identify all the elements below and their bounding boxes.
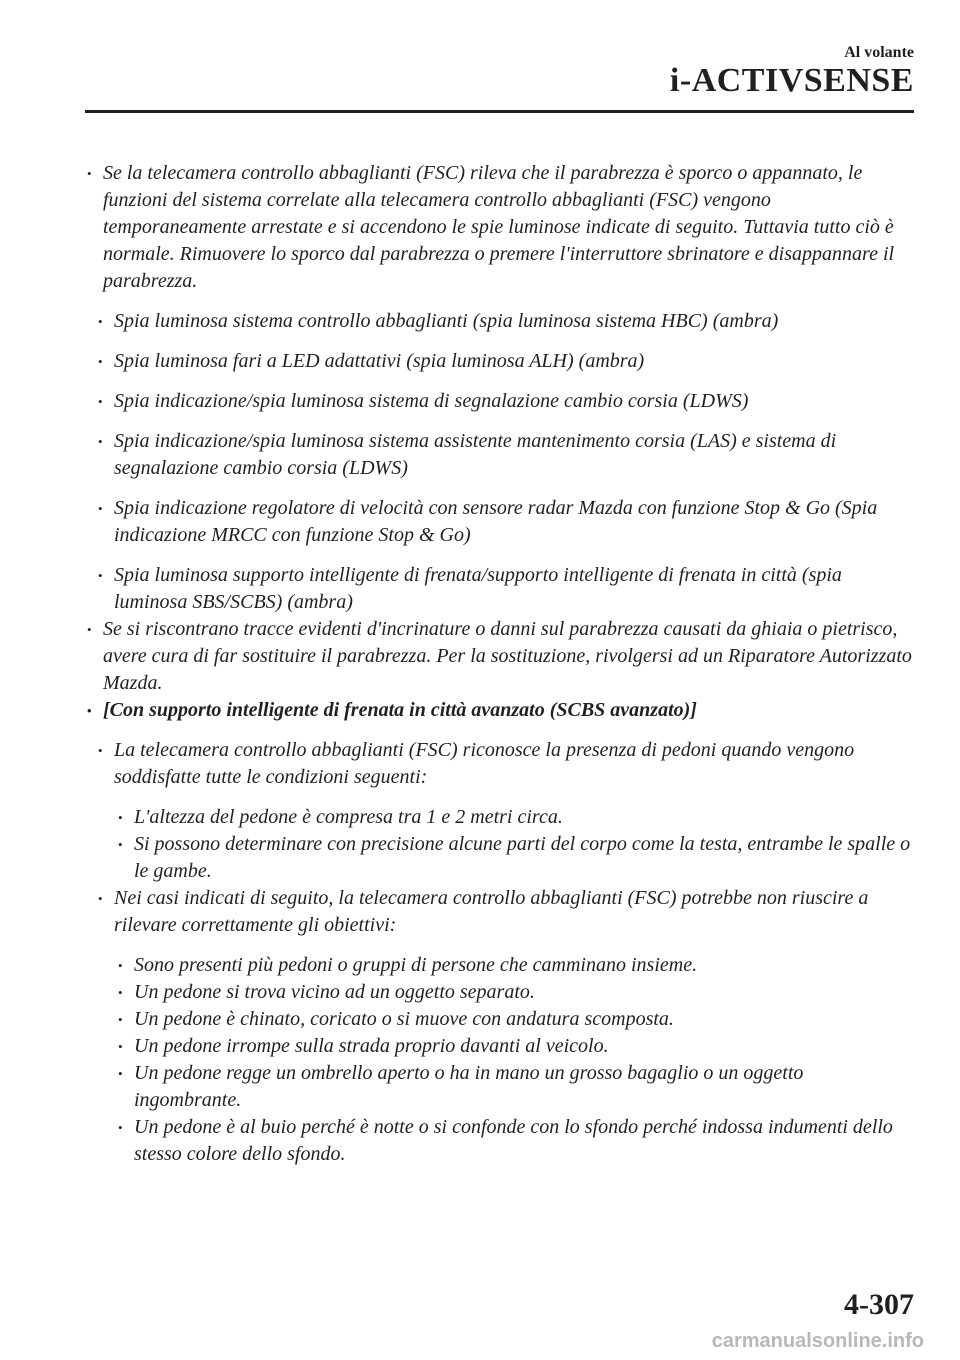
sub-sub-bullet-item: • Un pedone si trova vicino ad un oggetto separato. — [116, 979, 915, 1006]
sub-sub-bullet-item: • Un pedone irrompe sulla strada proprio davanti al veicolo. — [116, 1033, 915, 1060]
bullet-item: • Se la telecamera controllo abbaglianti (FSC) rileva che il parabrezza è sporco o appannato, le funzioni del sistema correlate alla telecamera controllo abbaglianti (FSC) vengono temporaneamente arrestate e si accendono le spie luminose indicate di seguito. Tuttavia tutto ciò è normale. Rimuovere lo sporco dal parabrezza o premere l'interruttore sbrinatore e disappannare il parabrezza. — [85, 160, 915, 295]
header-section-label: Al volante — [844, 44, 914, 61]
sub-sub-bullet-item: • Si possono determinare con precisione alcune parti del corpo come la testa, entrambe le spalle o le gambe. — [116, 831, 915, 885]
sub-sub-bullet-item: • L'altezza del pedone è compresa tra 1 e 2 metri circa. — [116, 804, 915, 831]
bullet-item: • Se si riscontrano tracce evidenti d'incrinature o danni sul parabrezza causati da ghiaia o pietrisco, avere cura di far sostituire il parabrezza. Per la sostituzione, rivolgersi ad un Riparatore Autorizzato Mazda. — [85, 616, 915, 697]
bullet-item-heading: • [Con supporto intelligente di frenata in città avanzato (SCBS avanzato)] — [85, 697, 915, 724]
sub-bullet-item: • Spia luminosa sistema controllo abbaglianti (spia luminosa sistema HBC) (ambra) — [96, 308, 915, 335]
sub-bullet-item: • La telecamera controllo abbaglianti (FSC) riconosce la presenza di pedoni quando vengono soddisfatte tutte le condizioni seguenti: — [96, 737, 915, 791]
sub-sub-bullet-item: • Un pedone è al buio perché è notte o si confonde con lo sfondo perché indossa indumenti dello stesso colore dello sfondo. — [116, 1114, 915, 1168]
sub-bullet-item: • Spia luminosa supporto intelligente di frenata/supporto intelligente di frenata in città (spia luminosa SBS/SCBS) (ambra) — [96, 562, 915, 616]
sub-bullet-item: • Spia luminosa fari a LED adattativi (spia luminosa ALH) (ambra) — [96, 348, 915, 375]
sub-bullet-item: • Spia indicazione/spia luminosa sistema assistente mantenimento corsia (LAS) e sistema di segnalazione cambio corsia (LDWS) — [96, 428, 915, 482]
page-title: i-ACTIVSENSE — [669, 62, 914, 99]
sub-bullet-item: • Spia indicazione regolatore di velocità con sensore radar Mazda con funzione Stop & Go (Spia indicazione MRCC con funzione Stop & Go) — [96, 495, 915, 549]
watermark: carmanualsonline.info — [711, 1330, 924, 1352]
sub-sub-bullet-item: • Un pedone regge un ombrello aperto o ha in mano un grosso bagaglio o un oggetto ingombrante. — [116, 1060, 915, 1114]
page-number: 4-307 — [844, 1288, 914, 1321]
manual-content — [85, 160, 915, 1168]
sub-bullet-item: • Spia indicazione/spia luminosa sistema di segnalazione cambio corsia (LDWS) — [96, 388, 915, 415]
sub-sub-bullet-item: • Sono presenti più pedoni o gruppi di persone che camminano insieme. — [116, 952, 915, 979]
sub-bullet-item: • Nei casi indicati di seguito, la telecamera controllo abbaglianti (FSC) potrebbe non riuscire a rilevare correttamente gli obiettivi: — [96, 885, 915, 939]
header-divider — [85, 110, 914, 113]
sub-sub-bullet-item: • Un pedone è chinato, coricato o si muove con andatura scomposta. — [116, 1006, 915, 1033]
